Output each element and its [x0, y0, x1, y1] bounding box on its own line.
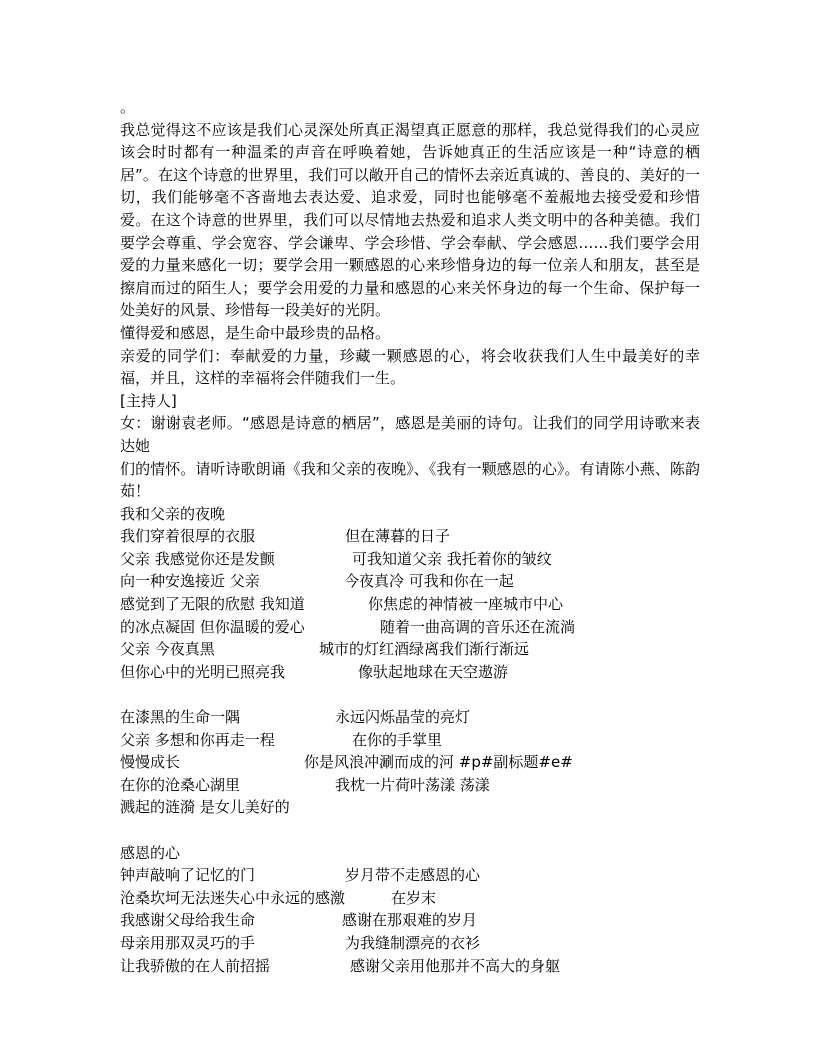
paragraph-host-speech: 女：谢谢袁老师。“感恩是诗意的栖居”，感恩是美丽的诗句。让我们的同学用诗歌来表达她 — [120, 414, 700, 455]
poem-line: 让我骄傲的在人前招摇 感谢父亲用他那并不高大的身躯 — [120, 956, 561, 975]
poem-line: 在漆黑的生命一隅 永远闪烁晶莹的亮灯 — [120, 708, 471, 727]
poem-title-grateful-heart: 感恩的心 — [120, 843, 181, 862]
host-label: [主持人] — [120, 391, 177, 410]
stanza-gap — [120, 683, 700, 706]
poem-title-father-night: 我和父亲的夜晚 — [120, 504, 226, 523]
poem-line: 感觉到了无限的欣慰 我知道 你焦虑的神情被一座城市中心 — [120, 595, 564, 614]
poem-line: 但你心中的光明已照亮我 像驮起地球在天空遨游 — [120, 662, 509, 681]
poem-line: 父亲 多想和你再走一程 在你的手掌里 — [120, 730, 443, 749]
poem-line: 父亲 我感觉你还是发颤 可我知道父亲 我托着你的皱纹 — [120, 549, 552, 568]
poem-line: 慢慢成长 你是风浪冲涮而成的河 #p#副标题#e# — [120, 753, 573, 772]
section-gap — [120, 819, 700, 842]
poem-line: 母亲用那双灵巧的手 为我缝制漂亮的衣衫 — [120, 933, 481, 952]
poem-line: 钟声敲响了记忆的门 岁月带不走感恩的心 — [120, 866, 481, 885]
poem-line: 父亲 今夜真黑 城市的灯红酒绿离我们渐行渐远 — [120, 640, 530, 659]
document-body — [120, 96, 700, 977]
poem-line: 沧桑坎坷无法迷失心中永远的感激 在岁末 — [120, 888, 437, 907]
paragraph-virtue: 懂得爱和感恩，是生命中最珍贵的品格。 — [120, 323, 391, 342]
poem-line: 溅起的涟漪 是女儿美好的 — [120, 798, 290, 817]
poem-line: 向一种安逸接近 父亲 今夜真冷 可我和你在一起 — [120, 572, 514, 591]
lead-mark: 。 — [120, 98, 136, 116]
paragraph-address: 亲爱的同学们：奉献爱的力量，珍藏一颗感恩的心，将会收获我们人生中最美好的幸福，并且，这样的幸福将会伴随我们一生。 — [120, 346, 700, 388]
poem-line: 我感谢父母给我生命 感谢在那艰难的岁月 — [120, 911, 478, 930]
poem-grateful-heart — [120, 864, 700, 977]
poem-line: 我们穿着很厚的衣服 但在薄暮的日子 — [120, 527, 451, 546]
poem-father-night-stanza-1 — [120, 525, 700, 683]
poem-father-night-stanza-2 — [120, 706, 700, 819]
paragraph-essay: 我总觉得这不应该是我们心灵深处所真正渴望真正愿意的那样，我总觉得我们的心灵应该会时时都有一种温柔的声音在呼唤着她，告诉她真正的生活应该是一种“诗意的栖居”。在这个诗意的世界里，我们可以敞开自己的情怀去亲近真诚的、善良的、美好的一切，我们能够毫不吝啬地去表达爱、追求爱，同时也能够毫不羞赧地去接受爱和珍惜爱。在这个诗意的世界里，我们可以尽情地去热爱和追求人类文明中的各种美德。我们要学会尊重、学会宽容、学会谦卑、学会珍惜、学会奉献、学会感恩……我们要学会用爱的力量来感化一切；要学会用一颗感恩的心来珍惜身边的每一位亲人和朋友，甚至是擦肩而过的陌生人；要学会用爱的力量和感恩的心来关怀身边的每一个生命、保护每一处美好的风景、珍惜每一段美好的光阴。 — [120, 120, 700, 320]
poem-line: 的冰点凝固 但你温暖的爱心 随着一曲高调的音乐还在流淌 — [120, 617, 576, 636]
poem-line: 在你的沧桑心湖里 我枕一片荷叶荡漾 荡漾 — [120, 775, 490, 794]
paragraph-host-speech-cont: 们的情怀。请听诗歌朗诵《我和父亲的夜晚》、《我有一颗感恩的心》。有请陈小燕、陈韵茹！ — [120, 459, 700, 501]
